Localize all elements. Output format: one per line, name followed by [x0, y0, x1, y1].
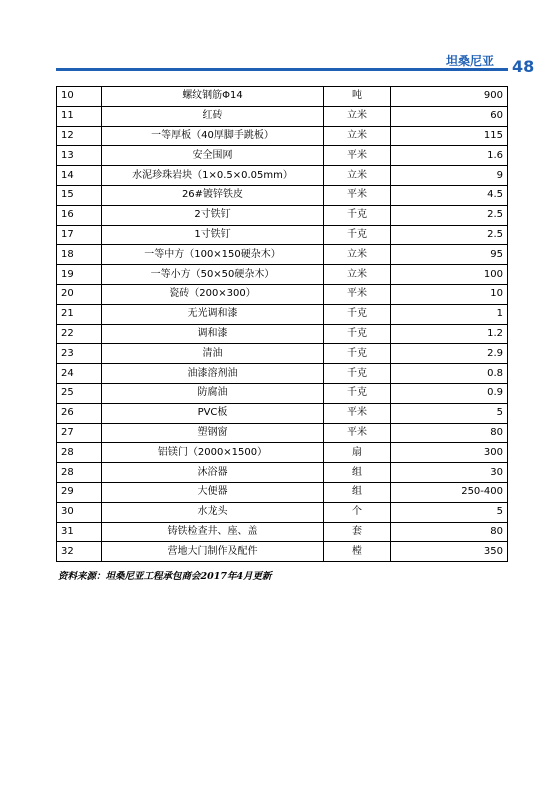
- price: 2.5: [391, 225, 508, 245]
- material-name: 沐浴器: [102, 463, 324, 483]
- table-row: [57, 225, 508, 245]
- price: 60: [391, 106, 508, 126]
- price: 0.8: [391, 364, 508, 384]
- price: 80: [391, 522, 508, 542]
- material-name: 无光调和漆: [102, 304, 324, 324]
- unit: 立米: [324, 166, 391, 186]
- unit: 千克: [324, 304, 391, 324]
- material-name: 红砖: [102, 106, 324, 126]
- row-number: 21: [57, 304, 102, 324]
- table-row: [57, 344, 508, 364]
- price: 1.6: [391, 146, 508, 166]
- material-price-table: [56, 86, 508, 562]
- header-title: 坦桑尼亚: [446, 54, 495, 68]
- price: 1.2: [391, 324, 508, 344]
- unit: 平米: [324, 423, 391, 443]
- unit: 扇: [324, 443, 391, 463]
- material-name: 铸铁检查井、座、盖: [102, 522, 324, 542]
- table-row: [57, 146, 508, 166]
- price: 95: [391, 245, 508, 265]
- unit: 平米: [324, 403, 391, 423]
- price: 2.9: [391, 344, 508, 364]
- table-row: [57, 383, 508, 403]
- material-name: 水泥珍珠岩块（1×0.5×0.05mm）: [102, 166, 324, 186]
- unit: 组: [324, 463, 391, 483]
- unit: 平米: [324, 146, 391, 166]
- price: 300: [391, 443, 508, 463]
- row-number: 28: [57, 463, 102, 483]
- unit: 立米: [324, 126, 391, 146]
- unit: 立米: [324, 106, 391, 126]
- unit: 千克: [324, 324, 391, 344]
- material-name: 塑钢窗: [102, 423, 324, 443]
- unit: 平米: [324, 185, 391, 205]
- table-row: [57, 463, 508, 483]
- row-number: 11: [57, 106, 102, 126]
- unit: 千克: [324, 225, 391, 245]
- row-number: 30: [57, 502, 102, 522]
- page-number: 48: [512, 57, 535, 76]
- material-name: 26#镀锌铁皮: [102, 185, 324, 205]
- material-name: 防腐油: [102, 383, 324, 403]
- price: 5: [391, 403, 508, 423]
- row-number: 14: [57, 166, 102, 186]
- row-number: 19: [57, 265, 102, 285]
- price: 350: [391, 542, 508, 562]
- price: 900: [391, 87, 508, 107]
- table-row: [57, 245, 508, 265]
- unit: 千克: [324, 344, 391, 364]
- row-number: 25: [57, 383, 102, 403]
- unit: 吨: [324, 87, 391, 107]
- material-name: 瓷砖（200×300）: [102, 284, 324, 304]
- price: 10: [391, 284, 508, 304]
- material-name: 一等小方（50×50硬杂木）: [102, 265, 324, 285]
- material-name: 2寸铁钉: [102, 205, 324, 225]
- unit: 立米: [324, 265, 391, 285]
- table-row: [57, 126, 508, 146]
- price: 5: [391, 502, 508, 522]
- material-name: 调和漆: [102, 324, 324, 344]
- material-name: 1寸铁钉: [102, 225, 324, 245]
- price: 80: [391, 423, 508, 443]
- table-row: [57, 502, 508, 522]
- material-name: 铝镁门（2000×1500）: [102, 443, 324, 463]
- price: 250-400: [391, 482, 508, 502]
- unit: 樘: [324, 542, 391, 562]
- table-row: [57, 284, 508, 304]
- unit: 套: [324, 522, 391, 542]
- table-row: [57, 542, 508, 562]
- table-row: [57, 304, 508, 324]
- material-name: 油漆溶剂油: [102, 364, 324, 384]
- material-name: 大便器: [102, 482, 324, 502]
- table-row: [57, 522, 508, 542]
- row-number: 22: [57, 324, 102, 344]
- table-row: [57, 185, 508, 205]
- row-number: 12: [57, 126, 102, 146]
- price: 4.5: [391, 185, 508, 205]
- table-row: [57, 482, 508, 502]
- row-number: 32: [57, 542, 102, 562]
- table-row: [57, 205, 508, 225]
- unit: 个: [324, 502, 391, 522]
- unit: 千克: [324, 364, 391, 384]
- price: 9: [391, 166, 508, 186]
- table-row: [57, 87, 508, 107]
- material-name: PVC板: [102, 403, 324, 423]
- unit: 千克: [324, 383, 391, 403]
- price: 100: [391, 265, 508, 285]
- row-number: 16: [57, 205, 102, 225]
- table-row: [57, 403, 508, 423]
- material-name: 一等厚板（40厚脚手跳板）: [102, 126, 324, 146]
- header-rule: [56, 68, 508, 71]
- price: 2.5: [391, 205, 508, 225]
- unit: 立米: [324, 245, 391, 265]
- table-row: [57, 166, 508, 186]
- row-number: 13: [57, 146, 102, 166]
- row-number: 28: [57, 443, 102, 463]
- material-name: 清油: [102, 344, 324, 364]
- source-note: 资料来源：坦桑尼亚工程承包商会2017年4月更新: [58, 571, 272, 582]
- table-row: [57, 265, 508, 285]
- material-name: 安全围网: [102, 146, 324, 166]
- row-number: 17: [57, 225, 102, 245]
- row-number: 27: [57, 423, 102, 443]
- unit: 组: [324, 482, 391, 502]
- row-number: 10: [57, 87, 102, 107]
- row-number: 26: [57, 403, 102, 423]
- material-name: 水龙头: [102, 502, 324, 522]
- row-number: 15: [57, 185, 102, 205]
- material-name: 螺纹钢筋Φ14: [102, 87, 324, 107]
- row-number: 23: [57, 344, 102, 364]
- price: 1: [391, 304, 508, 324]
- row-number: 31: [57, 522, 102, 542]
- price: 0.9: [391, 383, 508, 403]
- unit: 平米: [324, 284, 391, 304]
- unit: 千克: [324, 205, 391, 225]
- table-row: [57, 324, 508, 344]
- row-number: 20: [57, 284, 102, 304]
- material-name: 营地大门制作及配件: [102, 542, 324, 562]
- table-row: [57, 423, 508, 443]
- material-name: 一等中方（100×150硬杂木）: [102, 245, 324, 265]
- table-row: [57, 364, 508, 384]
- price: 30: [391, 463, 508, 483]
- table-row: [57, 443, 508, 463]
- table-row: [57, 106, 508, 126]
- row-number: 18: [57, 245, 102, 265]
- row-number: 29: [57, 482, 102, 502]
- row-number: 24: [57, 364, 102, 384]
- price: 115: [391, 126, 508, 146]
